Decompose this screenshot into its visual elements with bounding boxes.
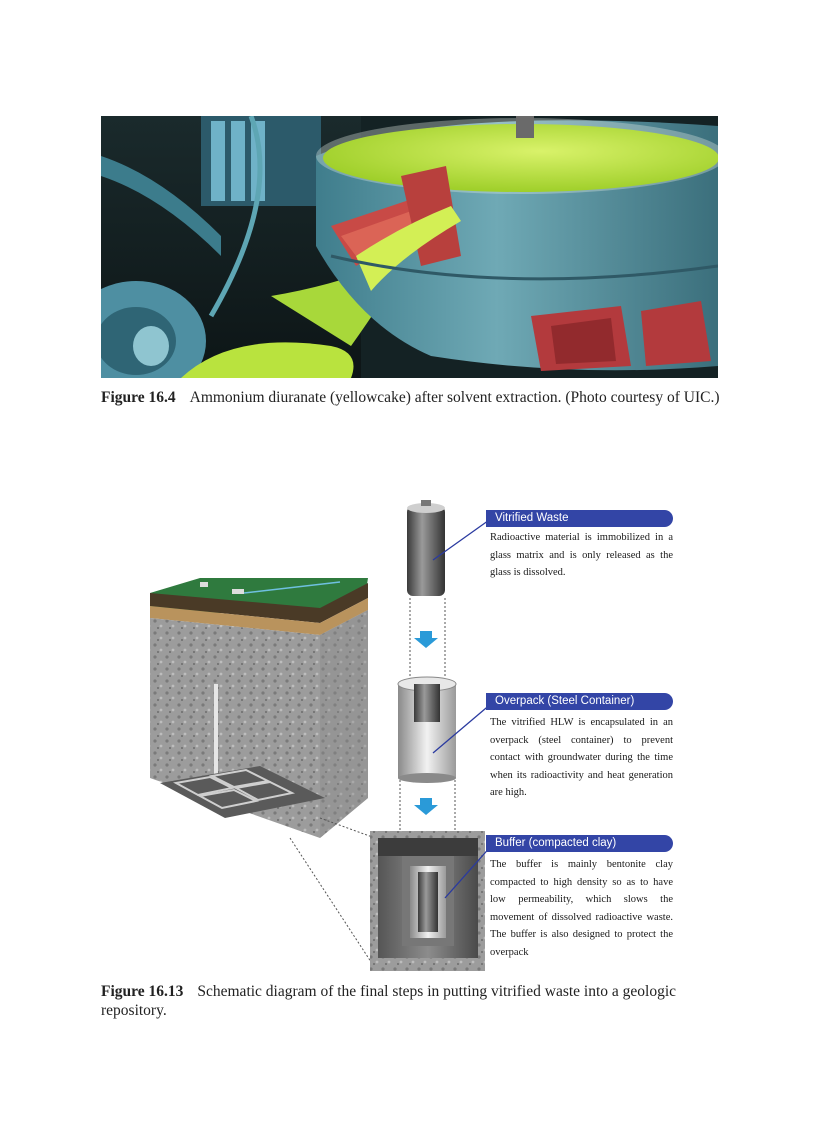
vitrified-waste-label: Vitrified Waste [486, 510, 673, 527]
overpack-description: The vitrified HLW is encapsulated in an overpack (steel container) to prevent contact with groundwater during the time when its radioactivity and heat generation are high. [490, 717, 673, 798]
repository-diagram [140, 498, 680, 972]
buffer-description: The buffer is mainly bentonite clay compacted to high density so as to have low permeability, which slows the movement of dissolved radioactive waste. The buffer is also designed to protect the overpack [490, 859, 673, 958]
buffer-section [370, 831, 485, 971]
figure-16-4-caption [101, 388, 721, 407]
figure-16-13-caption [101, 982, 721, 1020]
buffer-label: Buffer (compacted clay) [486, 835, 673, 852]
figure-number: Figure 16.13 [101, 983, 184, 1000]
yellowcake-photo [101, 116, 718, 378]
caption-text: Schematic diagram of the final steps in putting vitrified waste into a geologic repository. [101, 983, 677, 1019]
caption-text: Ammonium diuranate (yellowcake) after solvent extraction. (Photo courtesy of UIC.) [189, 389, 720, 406]
vitrified-waste-description: Radioactive material is immobilized in a glass matrix and is only released as the glass is dissolved. [490, 532, 673, 578]
overpack-canister [398, 677, 456, 783]
overpack-label: Overpack (Steel Container) [486, 693, 673, 710]
down-arrow-icon [414, 798, 438, 815]
geologic-block [150, 578, 368, 838]
figure-number: Figure 16.4 [101, 389, 176, 406]
down-arrow-icon [414, 631, 438, 648]
vitrified-waste-canister [407, 500, 445, 596]
